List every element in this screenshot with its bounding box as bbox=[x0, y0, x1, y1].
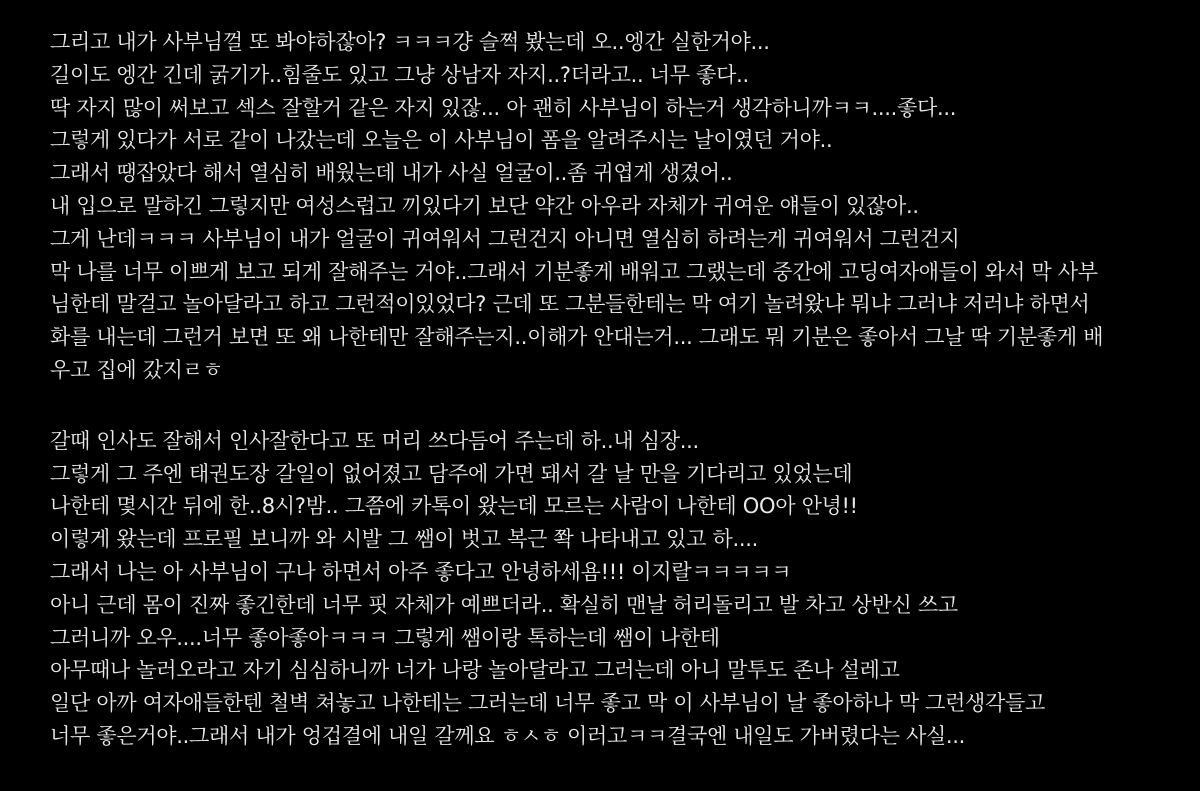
text-line: 그러니까 오우....너무 좋아좋아ㅋㅋㅋ 그렇게 쌤이랑 톡하는데 쌤이 나한테 bbox=[50, 625, 720, 650]
text-line: 너무 좋은거야..그래서 내가 엉겁결에 내일 갈께요 ㅎㅅㅎ 이러고ㅋㅋ결국엔 내일도 가버렸다는 사실... bbox=[50, 723, 966, 748]
post-body bbox=[50, 26, 1190, 753]
text-line: 님한테 말걸고 놀아달라고 하고 그런적이있었다? 근데 또 그분들한테는 막 여기 놀려왔냐 뭐냐 그러냐 저러냐 하면서 bbox=[50, 292, 1090, 317]
text-line: 일단 아까 여자애들한텐 철벽 쳐놓고 나한테는 그러는데 너무 좋고 막 이 사부님이 날 좋아하나 막 그런생각들고 bbox=[50, 691, 1045, 716]
text-line: 그게 난데ㅋㅋㅋ 사부님이 내가 얼굴이 귀여워서 그런건지 아니면 열심히 하려는게 귀여워서 그런건지 bbox=[50, 226, 960, 251]
text-line: 그래서 땡잡았다 해서 열심히 배웠는데 내가 사실 얼굴이..좀 귀엽게 생겼어.. bbox=[50, 161, 733, 186]
text-line: 아무때나 놀러오라고 자기 심심하니까 너가 나랑 놀아달라고 그러는데 아니 말투도 존나 설레고 bbox=[50, 658, 900, 683]
text-line: 딱 자지 많이 써보고 섹스 잘할거 같은 자지 있잖... 아 괜히 사부님이 하는거 생각하니까ㅋㅋ....좋다... bbox=[50, 95, 957, 120]
text-line: 아니 근데 몸이 진짜 좋긴한데 너무 핏 자체가 예쁘더라.. 확실히 맨날 허리돌리고 발 차고 상반신 쓰고 bbox=[50, 592, 958, 617]
text-line: 이렇게 왔는데 프로필 보니까 와 시발 그 쌤이 벗고 복근 쫙 나타내고 있고 하.... bbox=[50, 527, 758, 552]
paragraph-2 bbox=[50, 425, 1190, 753]
paragraph-1 bbox=[50, 26, 1190, 387]
text-line: 우고 집에 갔지ㄹㅎ bbox=[50, 357, 223, 382]
paragraph-spacer bbox=[50, 387, 1190, 425]
text-line: 갈때 인사도 잘해서 인사잘한다고 또 머리 쓰다듬어 주는데 하..내 심장... bbox=[50, 428, 699, 453]
text-line: 화를 내는데 그런거 보면 또 왜 나한테만 잘해주는지..이해가 안대는거... 그래도 뭐 기분은 좋아서 그날 딱 기분좋게 배 bbox=[50, 325, 1104, 350]
text-line: 그래서 나는 아 사부님이 구나 하면서 아주 좋다고 안녕하세욤!!! 이지랄ㅋㅋㅋㅋㅋ bbox=[50, 559, 792, 584]
text-line: 그렇게 있다가 서로 같이 나갔는데 오늘은 이 사부님이 폼을 알려주시는 날이였던 거야.. bbox=[50, 128, 833, 153]
text-line: 나한테 몇시간 뒤에 한..8시?밤.. 그쯤에 카톡이 왔는데 모르는 사람이 나한테 OO아 안녕!! bbox=[50, 494, 858, 519]
text-line: 막 나를 너무 이쁘게 보고 되게 잘해주는 거야..그래서 기분좋게 배워고 그랬는데 중간에 고딩여자애들이 와서 막 사부 bbox=[50, 259, 1098, 284]
text-line: 길이도 엥간 긴데 굵기가..힘줄도 있고 그냥 상남자 자지..?더라고.. 너무 좋다.. bbox=[50, 62, 749, 87]
text-line: 그렇게 그 주엔 태권도장 갈일이 없어졌고 담주에 가면 돼서 갈 날 만을 기다리고 있었는데 bbox=[50, 461, 853, 486]
text-line: 그리고 내가 사부님껄 또 봐야하잖아? ㅋㅋㅋ걍 슬쩍 봤는데 오..엥간 실한거야... bbox=[50, 30, 770, 54]
text-line: 내 입으로 말하긴 그렇지만 여성스럽고 끼있다기 보단 약간 아우라 자체가 귀여운 얘들이 있잖아.. bbox=[50, 193, 919, 218]
